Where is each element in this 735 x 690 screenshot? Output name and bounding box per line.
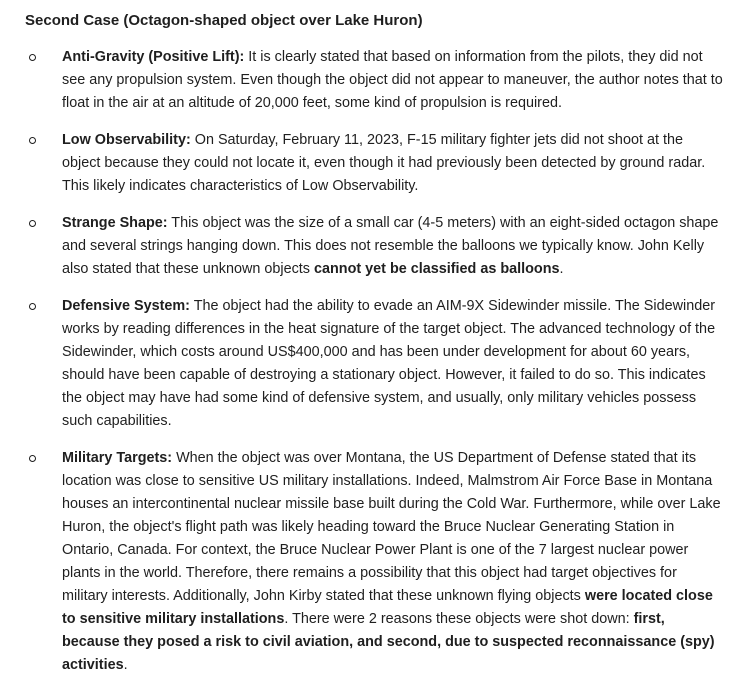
item-text: . — [559, 261, 564, 277]
hollow-bullet-icon — [29, 54, 36, 61]
item-emphasis: cannot yet be classified as balloons — [314, 261, 560, 277]
item-emphasis: were located close to sensitive military installations — [62, 588, 713, 627]
item-text: The object had the ability to evade an AIM-9X Sidewinder missile. The Sidewinder works by reading differences in the heat signature of the target object. The advanced technology of the Sidewinder, which costs around US$400,000 and has been under development for about 60 years, should have been capable of destroying a stationary object. However, it failed to do so. This indicates the object may have had some kind of defensive system, and usually, only military vehicles possess such capabilities. — [62, 298, 716, 429]
item-label: Anti-Gravity (Positive Lift): — [62, 49, 245, 65]
section-heading: Second Case (Octagon-shaped object over Lake Huron) — [25, 12, 423, 29]
item-text: On Saturday, February 11, 2023, F-15 military fighter jets did not shoot at the object because they could not locate it, even though it had previously been detected by ground radar. This likely indicates characteristics of Low Observability. — [62, 132, 706, 194]
item-label: Defensive System: — [62, 298, 190, 314]
list-item-strange-shape — [25, 212, 723, 281]
item-label: Low Observability: — [62, 132, 191, 148]
item-text: This object was the size of a small car (4-5 meters) with an eight-sided octagon shape and several strings hanging down. This does not resemble the balloons we typically know. John Kelly also stated that these unknown objects — [62, 215, 719, 277]
hollow-bullet-icon — [29, 137, 36, 144]
item-label: Strange Shape: — [62, 215, 168, 231]
bullet-list — [25, 46, 723, 677]
list-item-anti-gravity — [25, 46, 723, 115]
hollow-bullet-icon — [29, 303, 36, 310]
item-text: It is clearly stated that based on information from the pilots, they did not see any propulsion system. Even though the object did not appear to maneuver, the author notes that to float in the air at an altitude of 20,000 feet, some kind of propulsion is required. — [62, 49, 723, 111]
item-emphasis: first, because they posed a risk to civil aviation, and second, due to suspected reconnaissance (spy) activities — [62, 611, 715, 673]
item-text: . — [123, 657, 128, 673]
item-text: . There were 2 reasons these objects were shot down: — [284, 611, 634, 627]
hollow-bullet-icon — [29, 455, 36, 462]
item-label: Military Targets: — [62, 450, 173, 466]
hollow-bullet-icon — [29, 220, 36, 227]
list-item-low-observability — [25, 129, 723, 198]
list-item-defensive-system — [25, 295, 723, 433]
list-item-military-targets — [25, 447, 723, 677]
item-text: When the object was over Montana, the US Department of Defense stated that its location was close to sensitive US military installations. Indeed, Malmstrom Air Force Base in Montana houses an intercontinental nuclear missile base built during the Cold War. Furthermore, while over Lake Huron, the object's flight path was likely heading toward the Bruce Nuclear Generating Station in Ontario, Canada. For context, the Bruce Nuclear Power Plant is one of the 7 largest nuclear power plants in the world. Therefore, there remains a possibility that this object had target objectives for military interests. Additionally, John Kirby stated that these unknown flying objects — [62, 450, 721, 604]
